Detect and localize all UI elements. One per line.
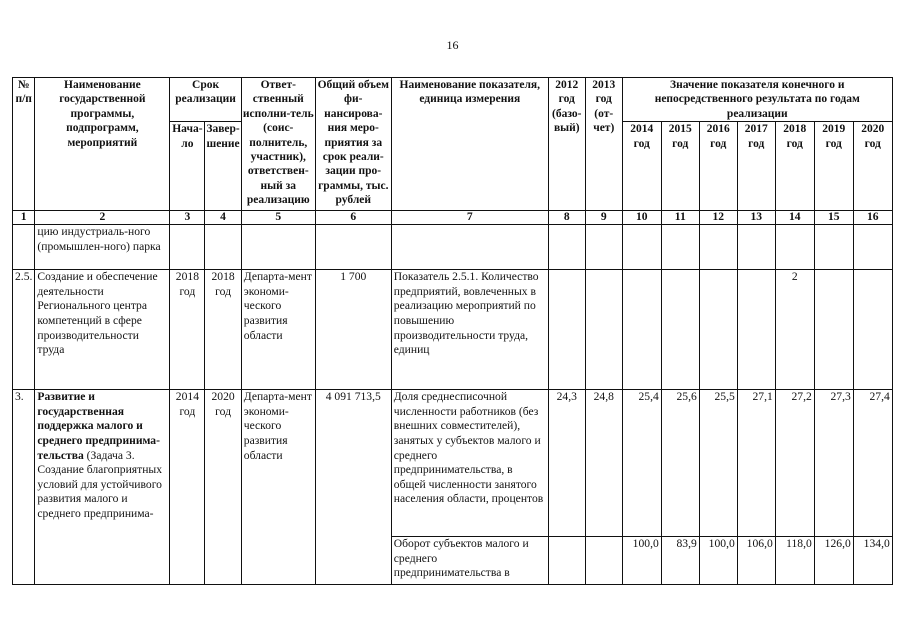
col-number: 9 bbox=[585, 211, 622, 225]
row-value-2015: 25,6 bbox=[661, 390, 699, 537]
row-value-2016: 100,0 bbox=[699, 537, 737, 585]
col-number: 11 bbox=[661, 211, 699, 225]
col-number: 2 bbox=[35, 211, 170, 225]
header-no: № п/п bbox=[13, 78, 35, 211]
col-number: 12 bbox=[699, 211, 737, 225]
column-numbers-row bbox=[13, 211, 893, 225]
row-end: 2020 год bbox=[205, 390, 241, 585]
col-number: 13 bbox=[737, 211, 775, 225]
page-number: 16 bbox=[446, 38, 459, 52]
header-year-2018: 2018 год bbox=[775, 122, 814, 211]
row-value-2016: 25,5 bbox=[699, 390, 737, 537]
header-year-2020: 2020 год bbox=[853, 122, 892, 211]
col-number: 6 bbox=[315, 211, 391, 225]
row-value-2018: 27,2 bbox=[775, 390, 814, 537]
header-2012: 2012 год (базо-вый) bbox=[548, 78, 585, 211]
col-number: 1 bbox=[13, 211, 35, 225]
row-number: 2.5. bbox=[13, 270, 35, 390]
table-row bbox=[13, 390, 893, 537]
row-value-2020: 134,0 bbox=[853, 537, 892, 585]
row-value-2017: 106,0 bbox=[737, 537, 775, 585]
header-responsible: Ответ-ственный исполни-тель (соис-полнитель, участник), ответствен-ный за реализацию bbox=[241, 78, 315, 211]
row-name bbox=[35, 390, 170, 585]
row-volume: 1 700 bbox=[315, 270, 391, 390]
row-number: 3. bbox=[13, 390, 35, 585]
row-continuation-name: цию индустриаль-ного (промышлен-ного) парка bbox=[35, 225, 170, 270]
table-row bbox=[13, 225, 893, 270]
row-start: 2018 год bbox=[170, 270, 205, 390]
header-2013: 2013 год (от-чет) bbox=[585, 78, 622, 211]
row-indicator: Оборот субъектов малого и среднего предпринимательства в bbox=[391, 537, 548, 585]
row-indicator: Доля среднесписочной численности работников (без внешних совместителей), занятых у субъектов малого и среднего предпринимательства, в общей численности занятого населения области, процентов bbox=[391, 390, 548, 537]
row-volume: 4 091 713,5 bbox=[315, 390, 391, 585]
header-values: Значение показателя конечного и непосредственного результата по годам реализации bbox=[622, 78, 892, 122]
row-value-2012: 24,3 bbox=[548, 390, 585, 537]
row-value-2018: 118,0 bbox=[775, 537, 814, 585]
program-table bbox=[12, 77, 893, 585]
col-number: 7 bbox=[391, 211, 548, 225]
col-number: 15 bbox=[814, 211, 853, 225]
row-end: 2018 год bbox=[205, 270, 241, 390]
header-end: Завер-шение bbox=[205, 122, 241, 211]
col-number: 3 bbox=[170, 211, 205, 225]
col-number: 4 bbox=[205, 211, 241, 225]
header-volume: Общий объем фи-нансирова-ния меро-приятия за срок реали-зации про-граммы, тыс. рублей bbox=[315, 78, 391, 211]
table-row bbox=[13, 270, 893, 390]
header-indicator: Наименование показателя, единица измерения bbox=[391, 78, 548, 211]
header-year-2016: 2016 год bbox=[699, 122, 737, 211]
row-value-2017: 27,1 bbox=[737, 390, 775, 537]
header-year-2019: 2019 год bbox=[814, 122, 853, 211]
row-value-2020: 27,4 bbox=[853, 390, 892, 537]
row-start: 2014 год bbox=[170, 390, 205, 585]
header-year-2017: 2017 год bbox=[737, 122, 775, 211]
row-name-bold: Развитие и государственная поддержка малого и среднего предпринима-тельства bbox=[37, 390, 160, 462]
row-value-2019: 126,0 bbox=[814, 537, 853, 585]
col-number: 16 bbox=[853, 211, 892, 225]
row-value-2013: 24,8 bbox=[585, 390, 622, 537]
col-number: 14 bbox=[775, 211, 814, 225]
row-name-rest: (Задача 3. Создание благоприятных условий для устойчивого развития малого и среднего предпринима- bbox=[37, 448, 162, 520]
col-number: 5 bbox=[241, 211, 315, 225]
row-value-2014: 100,0 bbox=[622, 537, 661, 585]
col-number: 10 bbox=[622, 211, 661, 225]
row-indicator: Показатель 2.5.1. Количество предприятий, вовлеченных в реализацию мероприятий по повышению производительности труда, единиц bbox=[391, 270, 548, 390]
row-responsible: Департа-мент экономи-ческого развития области bbox=[241, 390, 315, 585]
col-number: 8 bbox=[548, 211, 585, 225]
header-year-2014: 2014 год bbox=[622, 122, 661, 211]
row-value-2018: 2 bbox=[775, 270, 814, 390]
row-name: Создание и обеспечение деятельности Регионального центра компетенций в сфере производительности труда bbox=[35, 270, 170, 390]
header-year-2015: 2015 год bbox=[661, 122, 699, 211]
row-value-2014: 25,4 bbox=[622, 390, 661, 537]
header-start: Нача-ло bbox=[170, 122, 205, 211]
row-responsible: Департа-мент экономи-ческого развития области bbox=[241, 270, 315, 390]
header-term: Срок реализации bbox=[170, 78, 241, 122]
row-value-2019: 27,3 bbox=[814, 390, 853, 537]
row-value-2015: 83,9 bbox=[661, 537, 699, 585]
header-name: Наименование государственной программы, подпрограмм, мероприятий bbox=[35, 78, 170, 211]
